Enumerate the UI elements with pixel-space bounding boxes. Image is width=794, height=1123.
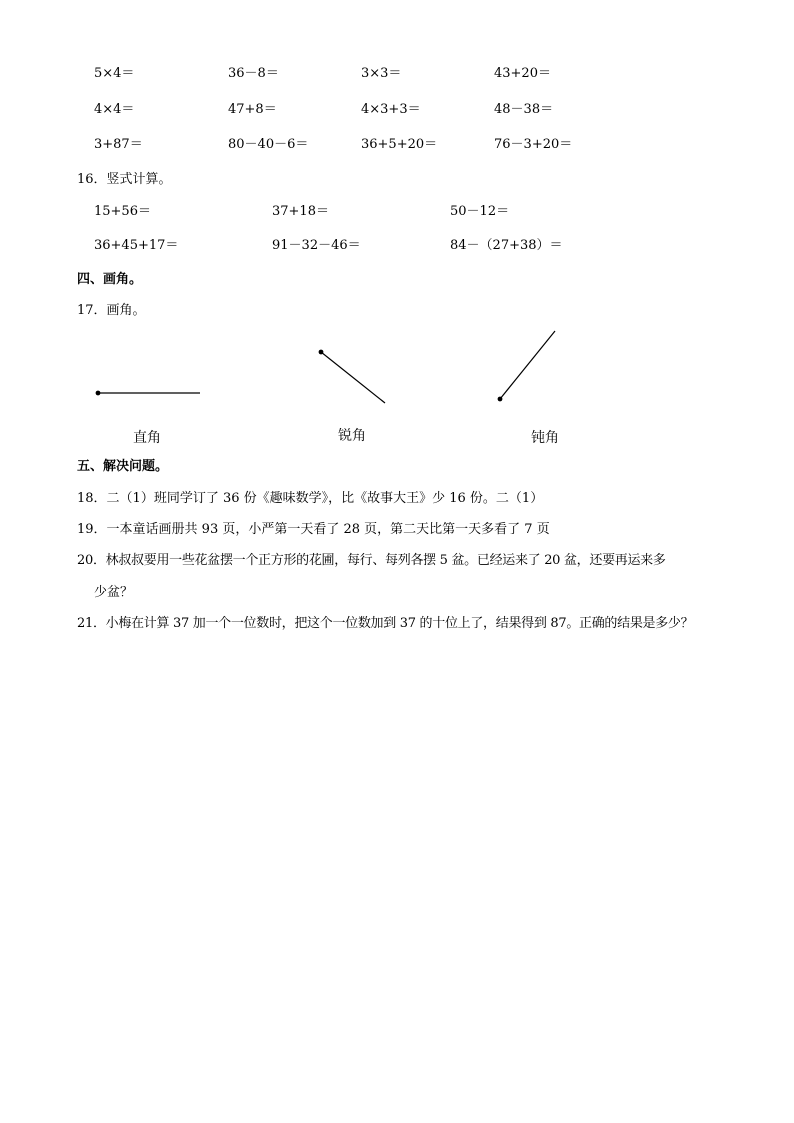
q21-text: 21．小梅在计算 37 加一个一位数时，把这个一位数加到 37 的十位上了，结果得到 87。正确的结果是多少？ [77, 616, 694, 631]
oral-r1c4: 43+20＝ [494, 66, 551, 81]
section4-title: 四、画角。 [77, 272, 143, 287]
q16-r1c3: 50－12＝ [450, 204, 510, 219]
oral-r1c3: 3×3＝ [361, 66, 402, 81]
angle-drawings [0, 320, 794, 450]
oral-r2c2: 47+8＝ [228, 102, 277, 117]
obtuse-angle-ray [498, 331, 555, 401]
section5-title: 五、解决问题。 [77, 459, 169, 474]
oral-r1c2: 36－8＝ [228, 66, 279, 81]
q20-line2: 少盆？ [94, 585, 134, 600]
acute-angle-label: 锐角 [338, 428, 366, 444]
q18-text: 18．二（1）班同学订了 36 份《趣味数学》，比《故事大王》少 16 份。二（1） [77, 491, 544, 506]
q17-title: 17．画角。 [77, 303, 146, 318]
oral-r3c1: 3+87＝ [94, 137, 143, 152]
oral-r2c1: 4×4＝ [94, 102, 135, 117]
right-angle-ray [96, 391, 200, 396]
right-angle-label: 直角 [133, 430, 161, 446]
q16-title: 16．竖式计算。 [77, 172, 172, 187]
oral-r3c2: 80－40－6＝ [228, 137, 309, 152]
q16-r1c1: 15+56＝ [94, 204, 151, 219]
oral-r2c3: 4×3+3＝ [361, 102, 421, 117]
q16-r1c2: 37+18＝ [272, 204, 329, 219]
acute-angle-ray [319, 350, 385, 403]
q19-text: 19．一本童话画册共 93 页，小严第一天看了 28 页，第二天比第一天多看了 7 页 [77, 522, 550, 537]
q16-r2c3: 84－（27+38）＝ [450, 238, 563, 253]
q16-r2c1: 36+45+17＝ [94, 238, 179, 253]
oral-r3c4: 76－3+20＝ [494, 137, 573, 152]
oral-r2c4: 48－38＝ [494, 102, 554, 117]
q16-r2c2: 91－32－46＝ [272, 238, 361, 253]
obtuse-angle-label: 钝角 [531, 430, 559, 446]
oral-r3c3: 36+5+20＝ [361, 137, 438, 152]
oral-r1c1: 5×4＝ [94, 66, 135, 81]
q20-line1: 20．林叔叔要用一些花盆摆一个正方形的花圃，每行、每列各摆 5 盆。已经运来了 20 盆，还要再运来多 [77, 553, 666, 568]
